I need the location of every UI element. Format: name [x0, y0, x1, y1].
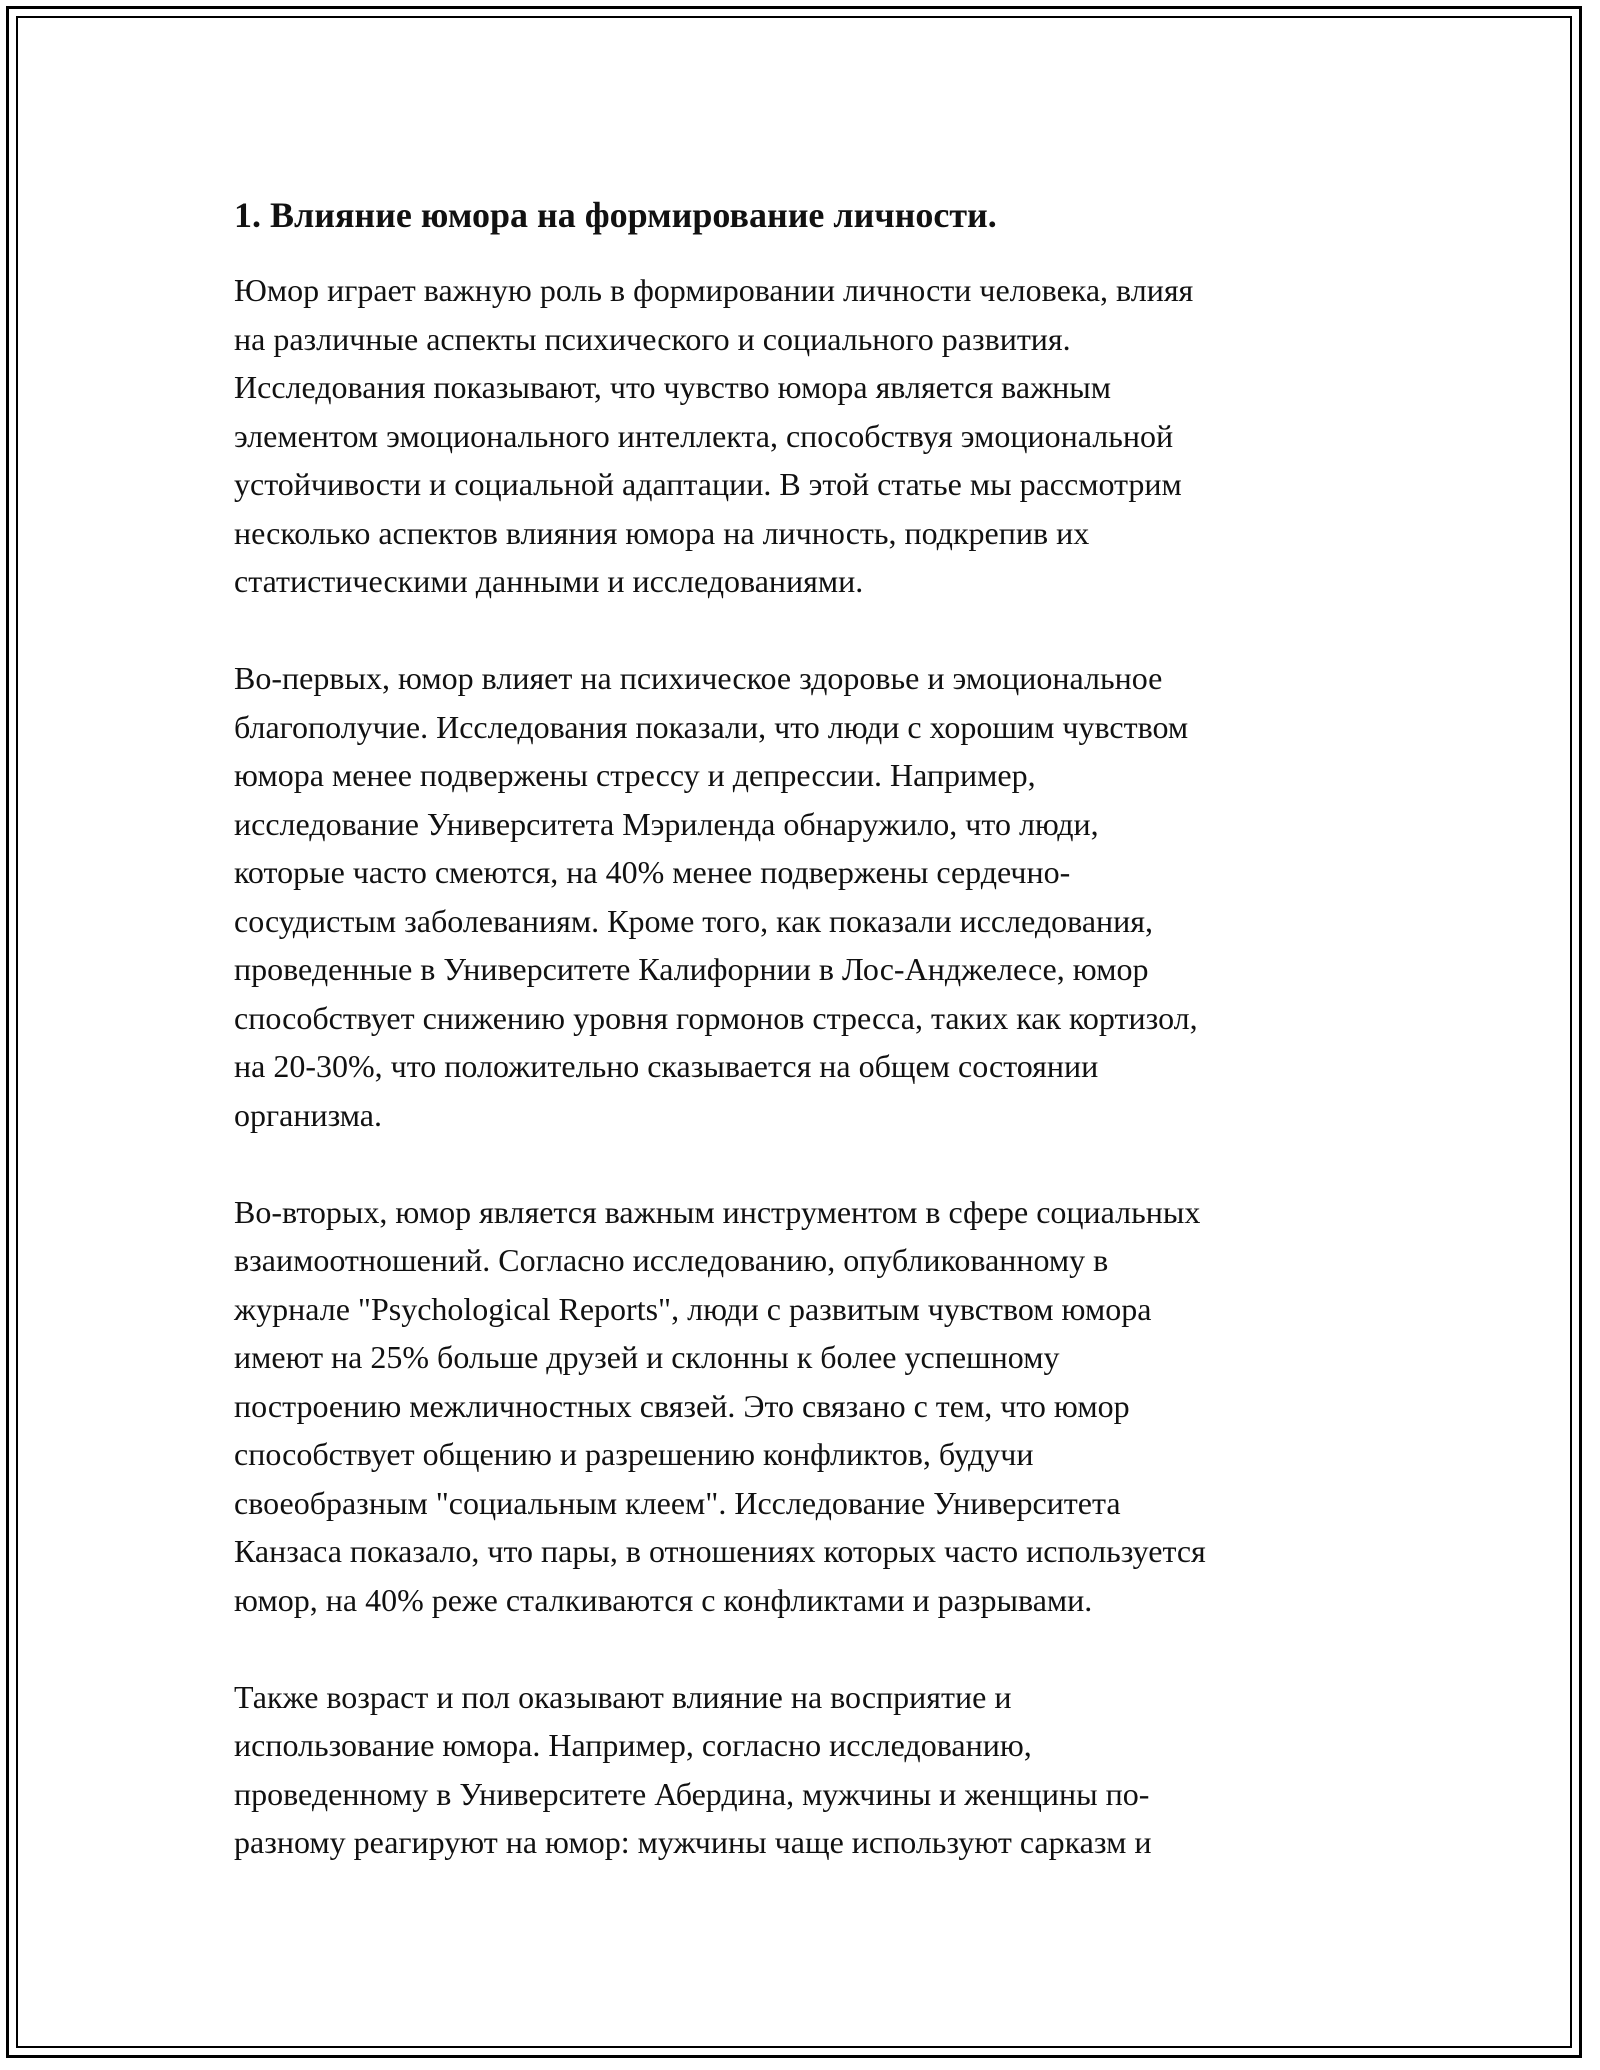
paragraph-intro: Юмор играет важную роль в формировании личности человека, влияя на различные аспекты психического и социального развития. Исследования показывают, что чувство юмора является важным элементом эмоционального интеллекта, способствуя эмоциональной устойчивости и социальной адаптации. В этой статье мы рассмотрим несколько аспектов влияния юмора на личность, подкрепив их статистическими данными и исследованиями.	[234, 272, 1194, 599]
document-body	[234, 190, 1384, 1915]
paragraph-social-relations: Во-вторых, юмор является важным инструментом в сфере социальных взаимоотношений. Согласно исследованию, опубликованному в журнале "Psychological Reports", люди с развитым чувством юмора имеют на 25% больше друзей и склонны к более успешному построению межличностных связей. Это связано с тем, что юмор способствует общению и разрешению конфликтов, будучи своеобразным "социальным клеем". Исследование Университета Канзаса показало, что пары, в отношениях которых часто используется юмор, на 40% реже сталкиваются с конфликтами и разрывами.	[234, 1193, 1206, 1618]
paragraph-mental-health: Во-первых, юмор влияет на психическое здоровье и эмоциональное благополучие. Исследования показали, что люди с хорошим чувством юмора менее подвержены стрессу и депрессии. Например, исследование Университета Мэриленда обнаружило, что люди, которые часто смеются, на 40% менее подвержены сердечно- сосудистым заболеваниям. Кроме того, как показали исследования, проведенные в Университете Калифорнии в Лос-Анджелесе, юмор способствует снижению уровня гормонов стресса, таких как кортизол, на 20-30%, что положительно сказывается на общем состоянии организма.	[234, 660, 1198, 1133]
paragraph-age-gender: Также возраст и пол оказывают влияние на восприятие и использование юмора. Например, согласно исследованию, проведенному в Университете Абердина, мужчины и женщины по- разному реагируют на юмор: мужчины чаще используют сарказм и	[234, 1678, 1152, 1860]
section-heading: 1. Влияние юмора на формирование личности.	[234, 195, 997, 235]
